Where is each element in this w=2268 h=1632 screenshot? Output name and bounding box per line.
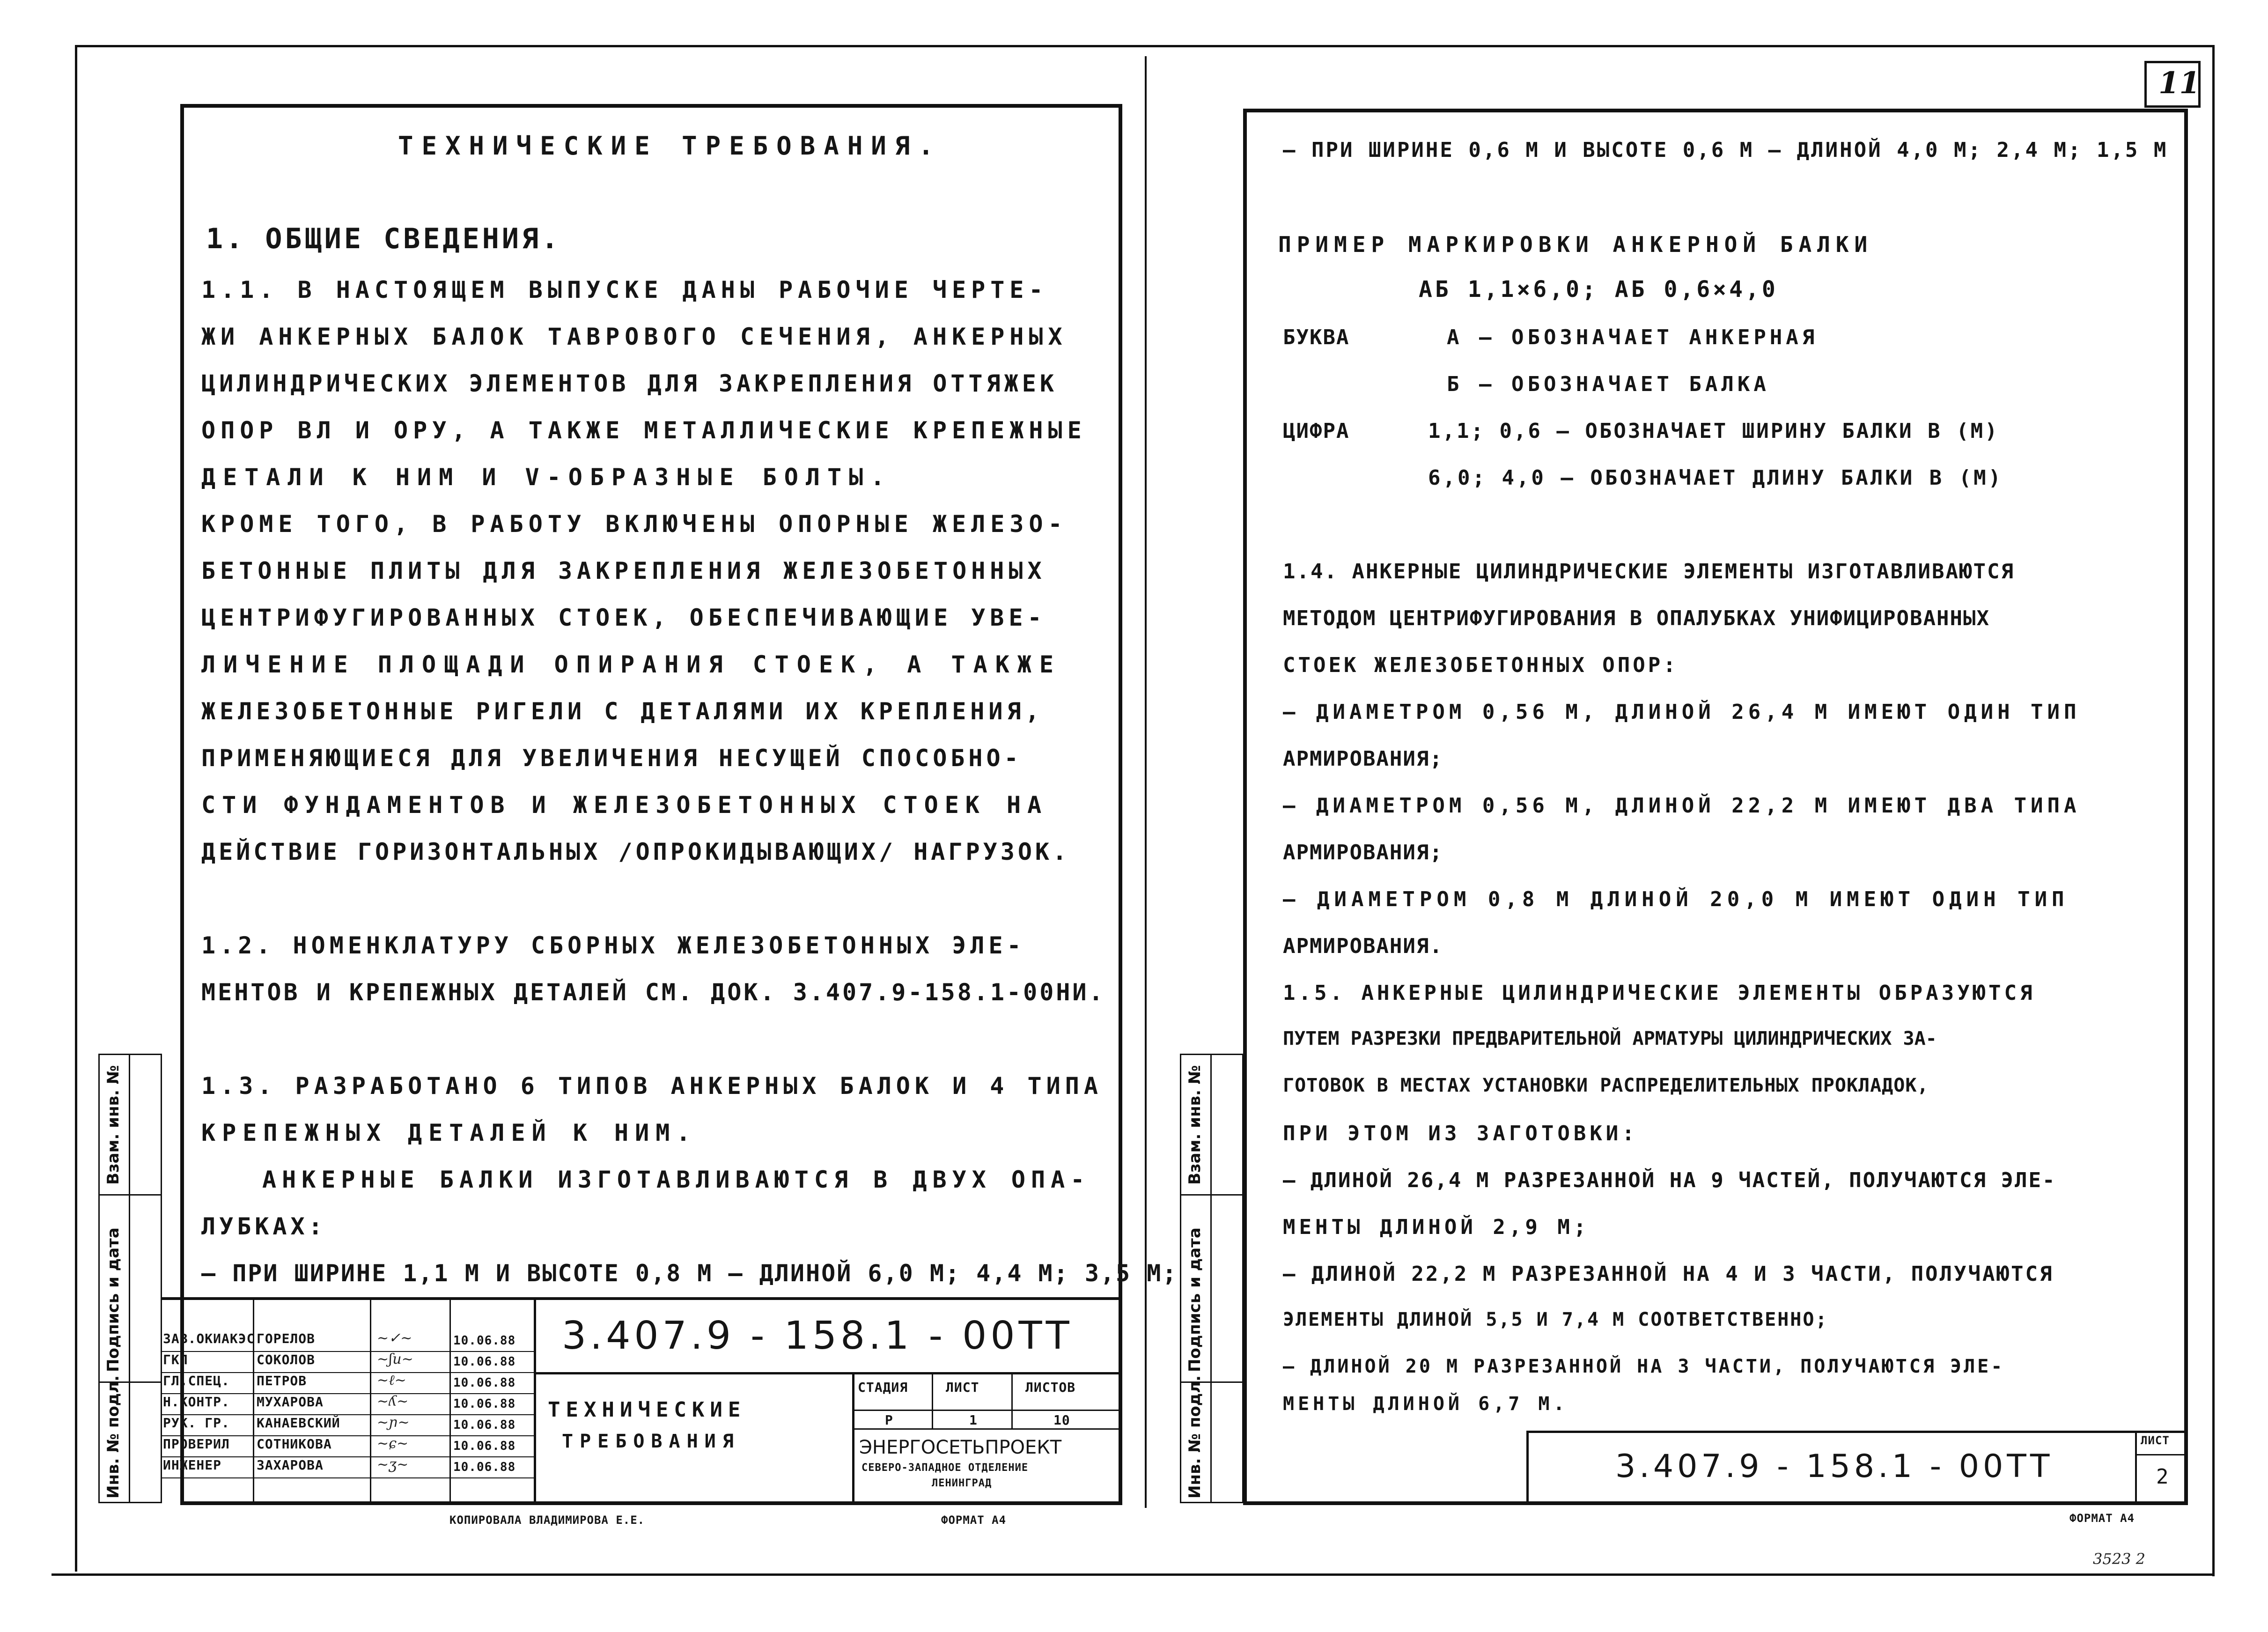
side-label-orig-inv: Инв. № подл. — [1186, 1375, 1204, 1499]
right-line: 1.4. АНКЕРНЫЕ ЦИЛИНДРИЧЕСКИЕ ЭЛЕМЕНТЫ ИЗГОТАВЛИВАЮТСЯ — [1283, 560, 2015, 583]
right-line: АРМИРОВАНИЯ; — [1283, 747, 1443, 771]
right-line: – ДЛИНОЙ 20 М РАЗРЕЗАННОЙ НА 3 ЧАСТИ, ПОЛУЧАЮТСЯ ЭЛЕ- — [1283, 1356, 2005, 1377]
side-label-replace-inv: Взам. инв. № — [104, 1065, 123, 1185]
right-line: ГОТОВОК В МЕСТАХ УСТАНОВКИ РАСПРЕДЕЛИТЕЛЬНЫХ ПРОКЛАДОК, — [1283, 1075, 1929, 1096]
org-name: ЭНЕРГОСЕТЬПРОЕКТ — [859, 1437, 1062, 1458]
stamp-role: Н.КОНТР. — [163, 1394, 230, 1410]
left-line: ЖИ АНКЕРНЫХ БАЛОК ТАВРОВОГО СЕЧЕНИЯ, АНКЕРНЫХ — [201, 323, 1068, 350]
left-line: МЕНТОВ И КРЕПЕЖНЫХ ДЕТАЛЕЙ СМ. ДОК. 3.407.9-158.1-00НИ. — [201, 979, 1105, 1006]
right-line: АРМИРОВАНИЯ; — [1283, 841, 1443, 864]
copied-by: КОПИРОВАЛА ВЛАДИМИРОВА Е.Е. — [449, 1514, 645, 1527]
left-line: БЕТОННЫЕ ПЛИТЫ ДЛЯ ЗАКРЕПЛЕНИЯ ЖЕЛЕЗОБЕТОННЫХ — [201, 557, 1046, 584]
left-line: 1.1. В НАСТОЯЩЕМ ВЫПУСКЕ ДАНЫ РАБОЧИЕ ЧЕРТЕ- — [201, 276, 1048, 303]
signature: ~ʃu~ — [377, 1351, 413, 1367]
right-line: СТОЕК ЖЕЛЕЗОБЕТОННЫХ ОПОР: — [1283, 653, 1679, 677]
signature: ~ʎ~ — [377, 1393, 409, 1410]
signature: ~ʒ~ — [377, 1456, 409, 1473]
right-line: МЕНТЫ ДЛИНОЙ 6,7 М. — [1283, 1393, 1568, 1415]
stamp-date: 10.06.88 — [453, 1439, 516, 1453]
stamp-name: КАНАЕВСКИЙ — [257, 1415, 340, 1431]
org-sub-1: СЕВЕРО-ЗАПАДНОЕ ОТДЕЛЕНИЕ — [862, 1462, 1029, 1474]
sheet-label: ЛИСТ — [946, 1380, 979, 1395]
stamp-name: ПЕТРОВ — [257, 1373, 307, 1388]
stamp-role: РУК. ГР. — [163, 1415, 230, 1431]
stamp-name: МУХАРОВА — [257, 1394, 324, 1410]
right-line: ЦИФРА — [1283, 419, 1350, 443]
right-line: Б – ОБОЗНАЧАЕТ БАЛКА — [1447, 372, 1770, 396]
stamp-date: 10.06.88 — [453, 1334, 516, 1348]
left-line: КРОМЕ ТОГО, В РАБОТУ ВКЛЮЧЕНЫ ОПОРНЫЕ ЖЕЛЕЗО- — [201, 510, 1068, 538]
sheets-value: 10 — [1053, 1412, 1070, 1428]
stage-value: Р — [885, 1412, 893, 1428]
right-format: ФОРМАТ А4 — [2069, 1512, 2135, 1525]
stamp-role: ПРОВЕРИЛ — [163, 1436, 230, 1452]
side-label-sign-date: Подпись и дата — [104, 1227, 123, 1372]
left-line: ЦИЛИНДРИЧЕСКИХ ЭЛЕМЕНТОВ ДЛЯ ЗАКРЕПЛЕНИЯ ОТТЯЖЕК — [201, 370, 1058, 397]
right-line: МЕТОДОМ ЦЕНТРИФУГИРОВАНИЯ В ОПАЛУБКАХ УНИФИЦИРОВАННЫХ — [1283, 606, 1990, 630]
left-line: КРЕПЕЖНЫХ ДЕТАЛЕЙ К НИМ. — [201, 1119, 697, 1146]
right-line: – ДИАМЕТРОМ 0,8 М ДЛИНОЙ 20,0 М ИМЕЮТ ОДИН ТИП — [1283, 887, 2069, 911]
stamp-date: 10.06.88 — [453, 1376, 516, 1390]
right-line: – ДИАМЕТРОМ 0,56 М, ДЛИНОЙ 26,4 М ИМЕЮТ ОДИН ТИП — [1283, 700, 2081, 724]
left-line: – ПРИ ШИРИНЕ 1,1 М И ВЫСОТЕ 0,8 М – ДЛИНОЙ 6,0 М; 4,4 М; 3,5 М; — [201, 1260, 1178, 1287]
right-sheet-value: 2 — [2156, 1465, 2170, 1489]
stamp-name: СОТНИКОВА — [257, 1436, 332, 1452]
stamp-date: 10.06.88 — [453, 1460, 516, 1474]
right-line: 6,0; 4,0 – ОБОЗНАЧАЕТ ДЛИНУ БАЛКИ В (М) — [1428, 466, 2003, 490]
archive-number: 3523 2 — [2093, 1550, 2145, 1568]
left-line: СТИ ФУНДАМЕНТОВ И ЖЕЛЕЗОБЕТОННЫХ СТОЕК НА — [201, 791, 1048, 819]
right-line: БУКВА — [1283, 325, 1350, 349]
left-line: ЦЕНТРИФУГИРОВАННЫХ СТОЕК, ОБЕСПЕЧИВАЮЩИЕ УВЕ- — [201, 604, 1046, 631]
right-line: 1,1; 0,6 – ОБОЗНАЧАЕТ ШИРИНУ БАЛКИ В (М) — [1428, 419, 1999, 443]
org-sub-2: ЛЕНИНГРАД — [932, 1477, 992, 1489]
left-doc-title-2: ТРЕБОВАНИЯ — [562, 1431, 740, 1452]
right-line: 1.5. АНКЕРНЫЕ ЦИЛИНДРИЧЕСКИЕ ЭЛЕМЕНТЫ ОБРАЗУЮТСЯ — [1283, 981, 2036, 1005]
left-line: ЛУБКАХ: — [201, 1213, 326, 1240]
left-doc-number: 3.407.9 - 158.1 - 00ТТ — [562, 1314, 1073, 1358]
right-line: ПРИМЕР МАРКИРОВКИ АНКЕРНОЙ БАЛКИ — [1278, 232, 1873, 257]
left-doc-title-1: ТЕХНИЧЕСКИЕ — [548, 1398, 746, 1422]
right-line: – ПРИ ШИРИНЕ 0,6 М И ВЫСОТЕ 0,6 М – ДЛИНОЙ 4,0 М; 2,4 М; 1,5 М — [1283, 138, 2168, 162]
left-line: 1.2. НОМЕНКЛАТУРУ СБОРНЫХ ЖЕЛЕЗОБЕТОННЫХ ЭЛЕ- — [201, 932, 1025, 959]
signature: ~ℓ~ — [377, 1372, 406, 1388]
right-line: АРМИРОВАНИЯ. — [1283, 934, 1443, 958]
left-line: 1.3. РАЗРАБОТАНО 6 ТИПОВ АНКЕРНЫХ БАЛОК И 4 ТИПА — [201, 1072, 1103, 1100]
page-number: 11 — [2158, 66, 2201, 101]
right-doc-number: 3.407.9 - 158.1 - 00ТТ — [1615, 1448, 2054, 1485]
signature: ~ɕ~ — [377, 1435, 409, 1452]
right-line: ПРИ ЭТОМ ИЗ ЗАГОТОВКИ: — [1283, 1122, 1638, 1145]
right-line: – ДЛИНОЙ 22,2 М РАЗРЕЗАННОЙ НА 4 И 3 ЧАСТИ, ПОЛУЧАЮТСЯ — [1283, 1262, 2054, 1286]
right-line: – ДЛИНОЙ 26,4 М РАЗРЕЗАННОЙ НА 9 ЧАСТЕЙ, ПОЛУЧАЮТСЯ ЭЛЕ- — [1283, 1168, 2056, 1192]
side-label-replace-inv: Взам. инв. № — [1186, 1065, 1204, 1185]
signature: ~✓~ — [377, 1330, 412, 1346]
stamp-role: ГКП — [163, 1352, 188, 1367]
stamp-name: ГОРЕЛОВ — [257, 1331, 316, 1346]
left-line: АНКЕРНЫЕ БАЛКИ ИЗГОТАВЛИВАЮТСЯ В ДВУХ ОПА- — [262, 1166, 1090, 1193]
stamp-name: ЗАХАРОВА — [257, 1457, 324, 1473]
side-label-orig-inv: Инв. № подл. — [104, 1375, 123, 1499]
sheet-value: 1 — [969, 1412, 978, 1428]
stamp-date: 10.06.88 — [453, 1355, 516, 1369]
left-line: ЖЕЛЕЗОБЕТОННЫЕ РИГЕЛИ С ДЕТАЛЯМИ ИХ КРЕПЛЕНИЯ, — [201, 698, 1044, 725]
right-line: АБ 1,1×6,0; АБ 0,6×4,0 — [1419, 276, 1778, 303]
stamp-role: ГЛ.СПЕЦ. — [163, 1373, 230, 1388]
right-line: ЭЛЕМЕНТЫ ДЛИНОЙ 5,5 И 7,4 М СООТВЕТСТВЕННО; — [1283, 1309, 1828, 1330]
left-line: ОПОР ВЛ И ОРУ, А ТАКЖЕ МЕТАЛЛИЧЕСКИЕ КРЕПЕЖНЫЕ — [201, 417, 1087, 444]
signature: ~ɲ~ — [377, 1414, 410, 1431]
left-title: ТЕХНИЧЕСКИЕ ТРЕБОВАНИЯ. — [398, 131, 942, 161]
stamp-date: 10.06.88 — [453, 1418, 516, 1432]
left-line: ДЕТАЛИ К НИМ И V-ОБРАЗНЫЕ БОЛТЫ. — [201, 464, 892, 491]
stamp-name: СОКОЛОВ — [257, 1352, 316, 1367]
left-format: ФОРМАТ А4 — [941, 1514, 1007, 1527]
right-line: МЕНТЫ ДЛИНОЙ 2,9 М; — [1283, 1215, 1590, 1239]
left-line: ЛИЧЕНИЕ ПЛОЩАДИ ОПИРАНИЯ СТОЕК, А ТАКЖЕ — [201, 651, 1061, 678]
right-line: А – ОБОЗНАЧАЕТ АНКЕРНАЯ — [1447, 325, 1819, 349]
right-line: ПУТЕМ РАЗРЕЗКИ ПРЕДВАРИТЕЛЬНОЙ АРМАТУРЫ ЦИЛИНДРИЧЕСКИХ ЗА- — [1283, 1028, 1937, 1049]
sheets-label: ЛИСТОВ — [1025, 1380, 1076, 1395]
right-sheet-label: ЛИСТ — [2141, 1434, 2170, 1447]
left-line: ДЕЙСТВИЕ ГОРИЗОНТАЛЬНЫХ /ОПРОКИДЫВАЮЩИХ/ НАГРУЗОК. — [201, 838, 1070, 865]
left-line: ПРИМЕНЯЮЩИЕСЯ ДЛЯ УВЕЛИЧЕНИЯ НЕСУЩЕЙ СПОСОБНО- — [201, 745, 1022, 772]
stage-label: СТАДИЯ — [858, 1380, 908, 1395]
side-label-sign-date: Подпись и дата — [1186, 1227, 1204, 1372]
right-line: – ДИАМЕТРОМ 0,56 М, ДЛИНОЙ 22,2 М ИМЕЮТ ДВА ТИПА — [1283, 794, 2081, 818]
stamp-role: ИНЖЕНЕР — [163, 1457, 222, 1473]
stamp-date: 10.06.88 — [453, 1397, 516, 1411]
section-1-heading: 1. ОБЩИЕ СВЕДЕНИЯ. — [206, 222, 561, 255]
stamp-role: ЗАВ.ОКИАКЭС — [163, 1331, 255, 1346]
